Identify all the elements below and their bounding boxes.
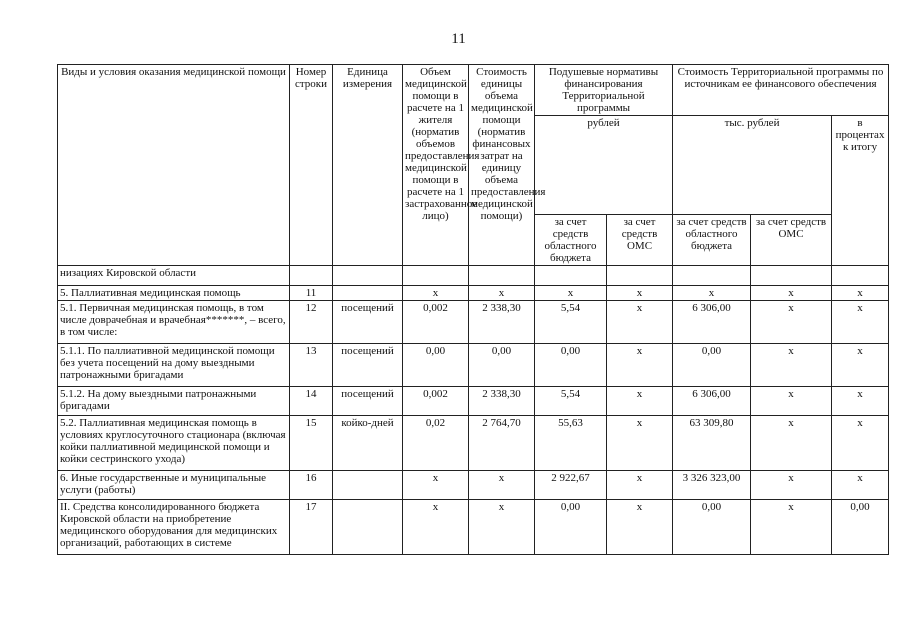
row-per-capita-oms: x	[607, 301, 673, 344]
header-per-capita: Подушевые нормативы финансирования Территориальной программы	[535, 65, 673, 116]
row-unit	[333, 471, 403, 500]
row-unit	[333, 286, 403, 301]
row-volume: 0,00	[403, 344, 469, 387]
row-per-capita-budget: 0,00	[535, 344, 607, 387]
row-percent: x	[832, 301, 889, 344]
continuation-row	[58, 266, 889, 286]
row-cost-budget: 0,00	[673, 344, 751, 387]
row-cost-budget: 3 326 323,00	[673, 471, 751, 500]
row-volume: x	[403, 500, 469, 555]
table-row	[58, 471, 889, 500]
row-number: 11	[290, 286, 333, 301]
row-per-capita-oms: x	[607, 286, 673, 301]
table-row	[58, 286, 889, 301]
row-name: 5.1.1. По паллиативной медицинской помощи без учета посещений на дому выездными патронажными бригадами	[58, 344, 290, 387]
row-name: 5.1.2. На дому выездными патронажными бригадами	[58, 387, 290, 416]
row-unit-cost: x	[469, 286, 535, 301]
header-unit-rubles: рублей	[535, 116, 673, 215]
table-row	[58, 344, 889, 387]
row-unit: посещений	[333, 301, 403, 344]
header-oms: за счет средств ОМС	[607, 215, 673, 266]
header-unit-thousands: тыс. рублей	[673, 116, 832, 215]
header-row-1	[58, 65, 889, 116]
row-cost-budget: 6 306,00	[673, 387, 751, 416]
program-cost-table	[57, 64, 889, 555]
row-unit-cost: 2 338,30	[469, 301, 535, 344]
row-percent: x	[832, 387, 889, 416]
row-cost-oms: x	[751, 301, 832, 344]
row-per-capita-budget: 0,00	[535, 500, 607, 555]
row-per-capita-oms: x	[607, 500, 673, 555]
row-number: 14	[290, 387, 333, 416]
row-volume: x	[403, 286, 469, 301]
row-per-capita-oms: x	[607, 344, 673, 387]
row-percent: 0,00	[832, 500, 889, 555]
table-row	[58, 416, 889, 471]
row-cost-oms: x	[751, 416, 832, 471]
row-per-capita-budget: 5,54	[535, 387, 607, 416]
row-cost-oms: x	[751, 500, 832, 555]
row-number: 16	[290, 471, 333, 500]
header-unit: Единица измерения	[333, 65, 403, 266]
row-unit-cost: 0,00	[469, 344, 535, 387]
row-number: 13	[290, 344, 333, 387]
row-per-capita-budget: x	[535, 286, 607, 301]
row-number: 12	[290, 301, 333, 344]
header-budget: за счет средств областного бюджета	[535, 215, 607, 266]
row-number: 17	[290, 500, 333, 555]
row-unit: посещений	[333, 344, 403, 387]
row-percent: x	[832, 471, 889, 500]
row-cost-oms: x	[751, 344, 832, 387]
table-body	[58, 286, 889, 555]
row-cost-oms: x	[751, 286, 832, 301]
continuation-text: низациях Кировской области	[58, 266, 290, 286]
row-unit-cost: 2 338,30	[469, 387, 535, 416]
row-name: II. Средства консолидированного бюджета Кировской области на приобретение медицинского оборудования для медицинских организаций, работающих в системе	[58, 500, 290, 555]
row-name: 6. Иные государственные и муниципальные услуги (работы)	[58, 471, 290, 500]
header-oms-2: за счет средств ОМС	[751, 215, 832, 266]
row-per-capita-oms: x	[607, 416, 673, 471]
row-volume: 0,02	[403, 416, 469, 471]
row-cost-oms: x	[751, 387, 832, 416]
row-per-capita-oms: x	[607, 387, 673, 416]
row-cost-budget: 0,00	[673, 500, 751, 555]
page-number: 11	[451, 31, 466, 47]
header-kinds: Виды и условия оказания медицинской помощи	[58, 65, 290, 266]
row-name: 5.1. Первичная медицинская помощь, в том числе доврачебная и врачебная*******, – всего, в том числе:	[58, 301, 290, 344]
row-volume: x	[403, 471, 469, 500]
row-cost-budget: 63 309,80	[673, 416, 751, 471]
row-name: 5. Паллиативная медицинская помощь	[58, 286, 290, 301]
header-volume: Объем медицинской помощи в расчете на 1 жителя (норматив объемов предоставления медицинской помощи в расчете на 1 застрахованное лицо)	[403, 65, 469, 266]
row-unit: койко-дней	[333, 416, 403, 471]
row-cost-oms: x	[751, 471, 832, 500]
header-program-cost: Стоимость Территориальной программы по источникам ее финансового обеспечения	[673, 65, 889, 116]
table-row	[58, 301, 889, 344]
row-number: 15	[290, 416, 333, 471]
row-unit-cost: x	[469, 500, 535, 555]
row-unit-cost: 2 764,70	[469, 416, 535, 471]
row-per-capita-budget: 55,63	[535, 416, 607, 471]
row-percent: x	[832, 286, 889, 301]
row-volume: 0,002	[403, 387, 469, 416]
table-row	[58, 387, 889, 416]
table-row	[58, 500, 889, 555]
row-cost-budget: 6 306,00	[673, 301, 751, 344]
row-unit	[333, 500, 403, 555]
header-row-number: Номер строки	[290, 65, 333, 266]
row-unit: посещений	[333, 387, 403, 416]
row-unit-cost: x	[469, 471, 535, 500]
header-budget-2: за счет средств областного бюджета	[673, 215, 751, 266]
header-percent: в процентах к итогу	[832, 116, 889, 266]
row-volume: 0,002	[403, 301, 469, 344]
row-percent: x	[832, 344, 889, 387]
row-name: 5.2. Паллиативная медицинская помощь в условиях круглосуточного стационара (включая койки паллиативной медицинской помощи и койки сестринского ухода)	[58, 416, 290, 471]
row-cost-budget: x	[673, 286, 751, 301]
row-per-capita-oms: x	[607, 471, 673, 500]
row-percent: x	[832, 416, 889, 471]
header-unit-cost: Стоимость единицы объема медицинской помощи (норматив финансовых затрат на единицу объема предоставления медицинской помощи)	[469, 65, 535, 266]
row-per-capita-budget: 2 922,67	[535, 471, 607, 500]
row-per-capita-budget: 5,54	[535, 301, 607, 344]
